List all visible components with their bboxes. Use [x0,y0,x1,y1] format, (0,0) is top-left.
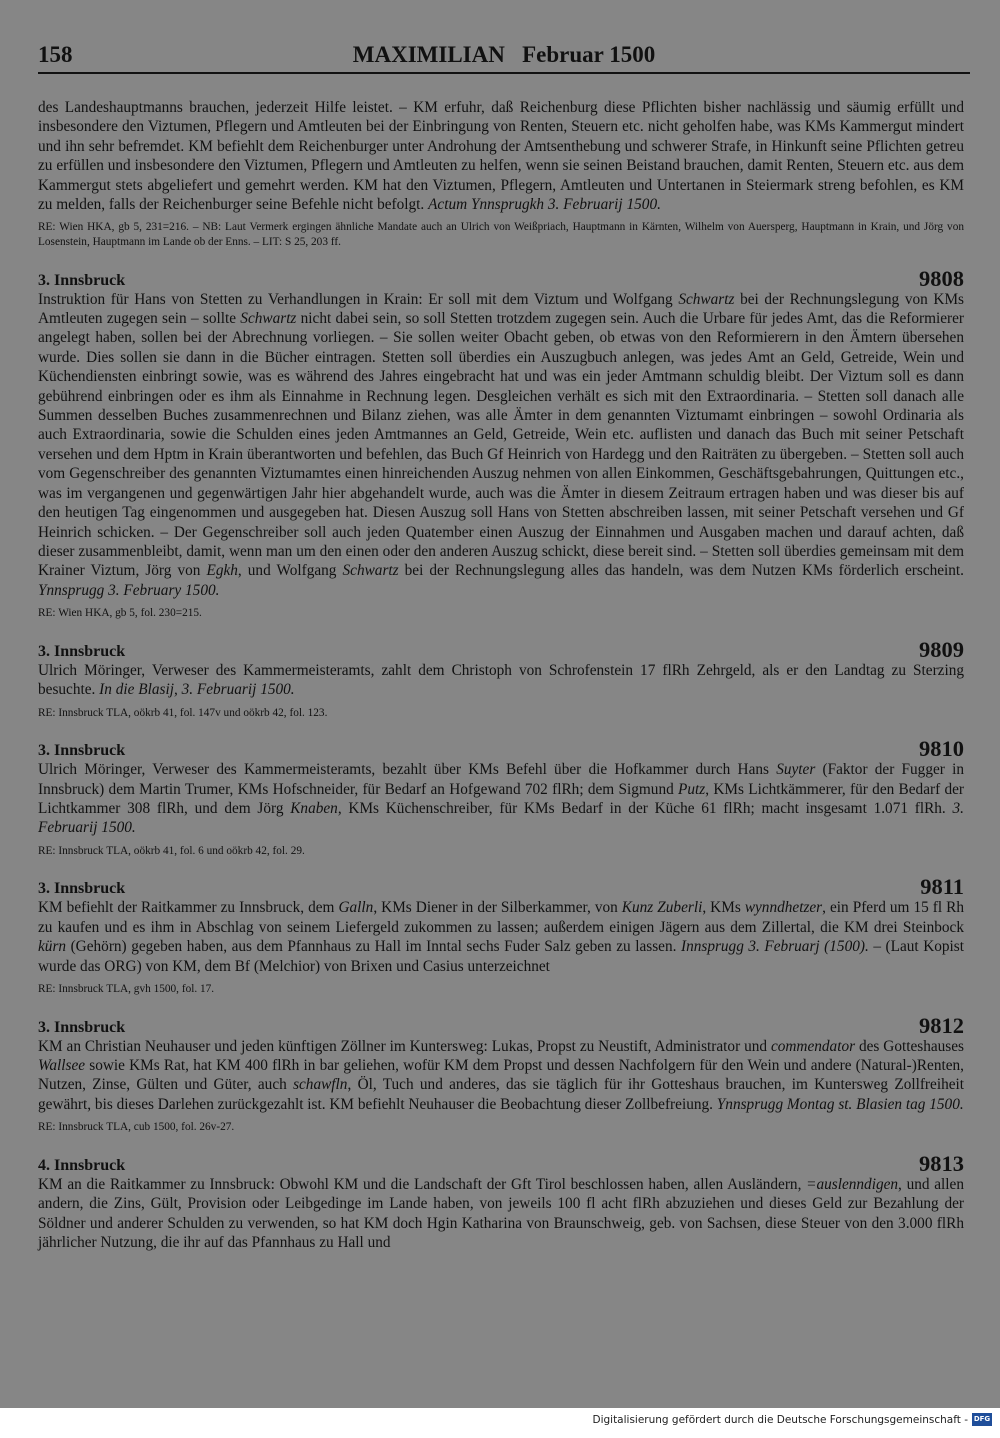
entry-meta: RE: Innsbruck TLA, oökrb 41, fol. 6 und oökrb 42, fol. 29. [38,844,305,857]
running-title: MAXIMILIAN Februar 1500 [352,42,656,67]
entry-heading [38,736,964,760]
entry-number: 9812 [919,1012,964,1038]
entry-9810 [38,736,964,858]
entry-meta: RE: Innsbruck TLA, gvh 1500, fol. 17. [38,982,215,995]
intro-meta: RE: Wien HKA, gb 5, 231=216. – NB: Laut Vermerk ergingen ähnliche Mandate auch an Ulrich von Weißpriach, Hauptmann in Kärnten, Wilhelm von Auersperg, Hauptmann in Krain, und Jörg von Losenstein, Hauptmann im Lande ob der Enns. – LIT: S 25, 203 ff. [38,221,964,249]
entry-place: 3. Innsbruck [38,1018,126,1036]
dfg-logo: DFG [972,1413,992,1426]
entry-date: Innsprugg 3. Februarj (1500). [680,938,869,956]
footer-credit: Digitalisierung gefördert durch die Deutsche Forschungsgemeinschaft - [592,1414,968,1426]
entry-heading [38,266,964,290]
entry-heading [38,1151,964,1175]
entry-place: 3. Innsbruck [38,271,126,289]
entry-meta: RE: Innsbruck TLA, cub 1500, fol. 26v-27. [38,1121,235,1134]
entry-meta: RE: Wien HKA, gb 5, fol. 230=215. [38,607,202,620]
entry-place: 3. Innsbruck [38,880,126,898]
entry-heading [38,874,964,898]
page-content [38,98,964,1252]
intro-continuation [38,98,964,250]
entry-9808 [38,266,964,621]
entry-heading [38,637,964,661]
entry-meta: RE: Innsbruck TLA, oökrb 41, fol. 147v und oökrb 42, fol. 123. [38,706,328,719]
entry-9809 [38,637,964,720]
entry-date: Ynnsprugg Montag st. Blasien tag 1500. [716,1095,964,1113]
entry-place: 3. Innsbruck [38,742,126,760]
digitization-footer [0,1408,1000,1438]
entry-number: 9813 [919,1150,964,1176]
entry-place: 3. Innsbruck [38,642,126,660]
entry-number: 9809 [919,636,964,662]
entry-text: Ulrich Möringer, Verweser des Kammermeisteramts, zahlt dem Christoph von Schrofenstein 17 flRh Zehrgeld, als er den Landtag zu Sterzing besuchte. In die Blasij, 3. Februarij 1500. [38,661,964,699]
page-number: 158 [38,42,73,67]
intro-date: Actum Ynnsprugkh 3. Februarij 1500. [428,196,661,214]
entry-text: KM an Christian Neuhauser und jeden künftigen Zöllner im Kuntersweg: Lukas, Propst zu Neustift, Administrator und commendator des Gotteshauses Wallsee sowie KMs Rat, hat KM 400 flRh in bar geliehen, wofür KM dem Propst und dessen Nachfolgern für den Wein und andere (Natural-)Renten, Nutzen, Zinse, Gülten und Güter, auch schawfln, Öl, Tuch und anderes, das sie täglich für ihr Gotteshaus brauchen, im Kuntersweg Zollfreiheit gewährt, bis dieses Darlehen zurückgezahlt ist. KM befiehlt Neuhauser die Beobachtung dieser Zollbefreiung. Ynnsprugg Montag st. Blasien tag 1500. [38,1037,965,1113]
entry-text: Instruktion für Hans von Stetten zu Verhandlungen in Krain: Er soll mit dem Viztum und Wolfgang Schwartz bei der Rechnungslegung von KMs Amtleuten zugegen sein – sollte Schwartz nicht dabei sein, so soll Stetten trotzdem zugegen sein. Auch die Urbare für jedes Amt, das die Reformierer angelegt haben, sollen bei der Abrechnung vorliegen. – Sie sollen weiter Obacht geben, ob etwas von den Reformierern in den Ämtern übersehen wurde. Dies sollen sie dann in die Bücher eintragen. Stetten soll überdies ein Auszugbuch anlegen, was jedes Amt an Geld, Getreide, Wein und Küchendiensten einbringt sowie, was es während des Jahres eingebracht hat und was ein jeder Amtmann schuldig bleibt. Der Viztum soll es dann gebührend einbringen oder es ihm als Einnahme in Rechnung legen. Desgleichen verhält es sich mit den Extraordinaria. – Stetten soll danach alle Summen desselben Buches zusammenrechnen und Bilanz ziehen, was alle Ämter in dem genannten Viztumamt einbringen – sowohl Ordinaria als auch Extraordinaria, sowie die Schulden eines jeden Amtmannes an Geld, Getreide, Wein etc. auflisten und danach das Buch mit seiner Petschaft versehen und dem Hptm in Krain überantworten und befehlen, das Buch Gf Heinrich von Hardegg und den Raiträten zu übergeben. – Stetten soll auch vom Gegenschreiber des genannten Viztumamtes einen hinreichenden Auszug nehmen von allen Einkommen, Geschäftsgebahrungen, Quittungen etc., was im vergangenen und gegenwärtigen Jahr hier abgehandelt wurde, auch was die Ämter in diesem Zeitraum ertragen haben und was dieser bis auf den heutigen Tag eingenommen und ausgegeben hat. Diesen Auszug soll Hans von Stetten abschreiben lassen, mit seiner Petschaft versehen und Gf Heinrich schicken. – Der Gegenschreiber soll auch jeden Quatember einen Auszug der Einnahmen und Ausgaben machen und darauf achten, daß dieser zusammenbleibt, damit, wenn man um den einen oder den anderen Auszug schickt, diese bereit sind. – Stetten soll überdies gemeinsam mit dem Krainer Viztum, Jörg von Egkh, und Wolfgang Schwartz bei der Rechnungslegung alles das handeln, was dem Nutzen KMs förderlich erscheint. Ynnsprugg 3. February 1500. [38,290,965,599]
entry-text: Ulrich Möringer, Verweser des Kammermeisteramts, bezahlt über KMs Befehl über die Hofkammer durch Hans Suyter (Faktor der Fugger in Innsbruck) dem Martin Trumer, KMs Hofschneider, für Bedarf an Hofgewand 702 flRh; dem Sigmund Putz, KMs Lichtkämmerer, für den Bedarf der Lichtkammer 308 flRh, und dem Jörg Knaben, KMs Küchenschreiber, für KMs Bedarf in der Küche 61 flRh; macht insgesamt 1.071 flRh. 3. Februarij 1500. [38,761,964,837]
entry-9813 [38,1151,964,1253]
entry-date: In die Blasij, 3. Februarij 1500. [99,681,295,699]
entry-9812 [38,1013,964,1135]
entry-9811 [38,874,964,996]
entry-place: 4. Innsbruck [38,1156,126,1174]
entry-heading [38,1013,964,1037]
intro-text: des Landeshauptmanns brauchen, jederzeit Hilfe leistet. – KM erfuhr, daß Reichenburg diese Pflichten bisher nachlässig und säumig erfüllt und insbesondere den Viztumen, Pflegern und Amtleuten bei der Einbringung von Renten, Steuern etc. nicht geholfen habe, was KMs Kammergut mindert und ihn sehr befremdet. KM befiehlt dem Reichenburger unter Androhung der Amtsenthebung und schwerer Strafe, in Hinkunft seine Pflichten getreu zu erfüllen und insbesondere den Viztumen, Pflegern und Amtleuten zu helfen, wenn sie seinen Beistand brauchen, damit Renten, Steuern etc. aus dem Kammergut stets abgeliefert und gemehrt werden. KM hat den Viztumen, Pflegern, Amtleuten und Untertanen in Steiermark streng befohlen, es KM zu melden, falls der Reichenburger seine Befehle nicht befolgt. Actum Ynnsprugkh 3. Februarij 1500. [38,99,964,214]
entry-number: 9808 [919,265,964,291]
entry-date: Ynnsprugg 3. February 1500. [38,581,220,599]
header-rule [38,72,970,74]
entry-text: KM an die Raitkammer zu Innsbruck: Obwohl KM und die Landschaft der Gft Tirol beschlossen haben, allen Ausländern, =auslenndigen, und allen andern, die Zins, Gült, Provision oder Leibgedinge im Lande haben, von jeweils 100 fl acht flRh abzuziehen und dieses Geld zur Bezahlung der Söldner und anderer Schulden zu verwenden, so hat KM doch Hgin Katharina von Braunschweig, geb. von Sachsen, diese Steuer von den 3.000 flRh jährlicher Nutzung, die ihr auf das Pfannhaus zu Hall und [38,1175,964,1251]
entry-number: 9811 [920,874,964,900]
entry-number: 9810 [919,736,964,762]
entry-text: KM befiehlt der Raitkammer zu Innsbruck, dem Galln, KMs Diener in der Silberkammer, von Kunz Zuberli, KMs wynndhetzer, ein Pferd um 15 fl Rh zu kaufen und es ihm in Abschlag von seinem Liefergeld zukommen zu lassen; außerdem einigen Jägern aus dem Zillertal, die KM drei Steinbock kürn (Gehörn) gegeben haben, aus dem Pfannhaus zu Hall im Inntal sechs Fuder Salz geben zu lassen. Innsprugg 3. Februarj (1500). – (Laut Kopist wurde das ORG) von KM, dem Bf (Melchior) von Brixen und Casius unterzeichnet [38,899,964,975]
entry-date: 3. Februarij 1500. [38,799,964,837]
page-header [38,40,970,72]
